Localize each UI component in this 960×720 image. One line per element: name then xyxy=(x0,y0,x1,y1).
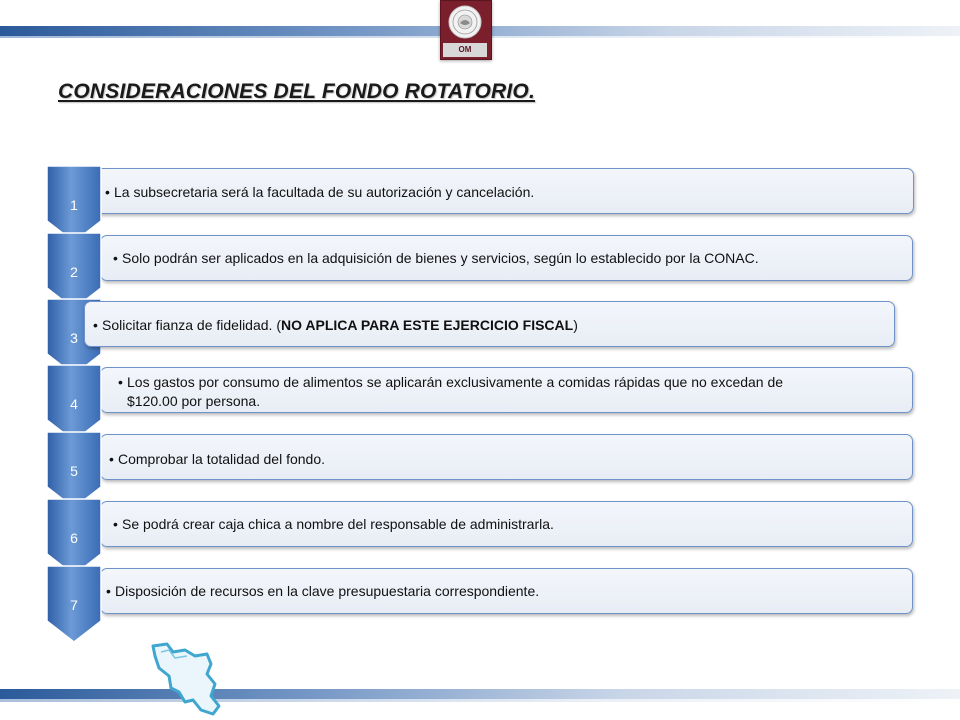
step-number: 6 xyxy=(70,530,78,546)
seal-icon xyxy=(448,5,482,39)
logo-label: OM xyxy=(443,43,487,57)
state-map-icon xyxy=(145,640,225,720)
item-box xyxy=(100,434,913,480)
item-text: • Disposición de recursos en la clave presupuestaria correspondiente. xyxy=(106,583,540,599)
item-box xyxy=(100,501,913,547)
step-number: 4 xyxy=(70,396,78,412)
item-box xyxy=(100,568,913,614)
item-box xyxy=(84,301,895,347)
step-number: 7 xyxy=(70,597,78,613)
item-text: • La subsecretaria será la facultada de su autorización y cancelación. xyxy=(105,184,535,200)
item-text: • Comprobar la totalidad del fondo. xyxy=(109,451,326,467)
step-number: 2 xyxy=(70,264,78,280)
step-number: 1 xyxy=(70,197,78,213)
item-text: • Se podrá crear caja chica a nombre del responsable de administrarla. xyxy=(113,516,554,532)
item-text: • Solicitar fianza de fidelidad. (NO APLICA PARA ESTE EJERCICIO FISCAL) xyxy=(93,317,578,333)
item-box xyxy=(82,168,914,214)
item-text: • Solo podrán ser aplicados en la adquisición de bienes y servicios, según lo establecido por la CONAC. xyxy=(113,250,759,266)
footer-band xyxy=(0,689,960,699)
step-number: 5 xyxy=(70,463,78,479)
item-text: • Los gastos por consumo de alimentos se aplicarán exclusivamente a comidas rápidas que no excedan de $120.00 por persona. xyxy=(118,374,784,409)
item-box xyxy=(100,235,913,281)
institution-logo xyxy=(440,0,492,60)
step-number: 3 xyxy=(70,330,78,346)
page-title: CONSIDERACIONES DEL FONDO ROTATORIO. xyxy=(58,80,536,103)
item-box xyxy=(100,367,913,413)
footer-band-highlight xyxy=(0,699,960,702)
